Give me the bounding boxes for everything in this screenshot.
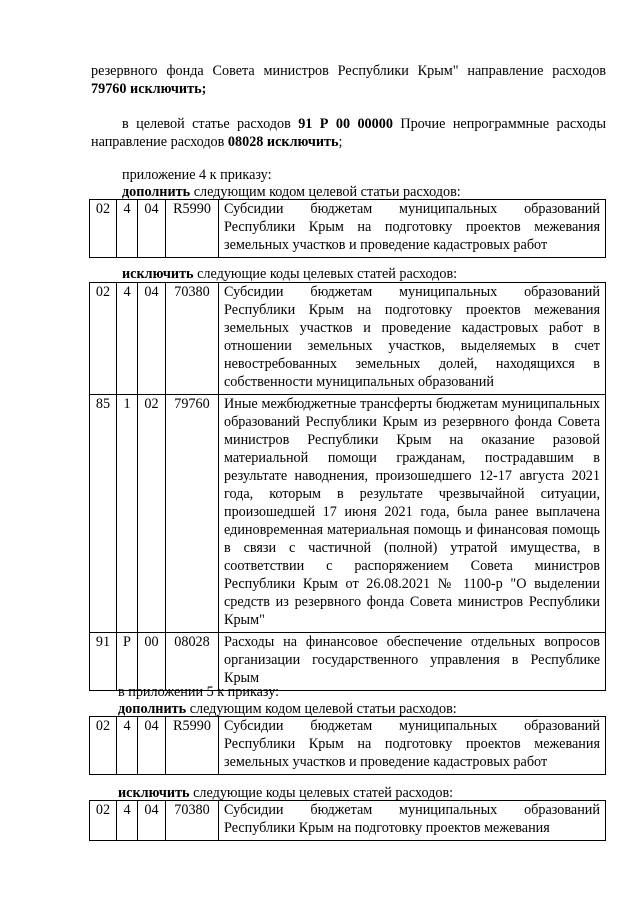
direction-code-cell: 08028: [166, 633, 219, 691]
subprogram-code-cell: 02: [138, 395, 166, 633]
section-code-cell: 91: [90, 633, 117, 691]
subprogram-code-cell: 00: [138, 633, 166, 691]
para2-bold-action: 08028 исключить: [227, 134, 339, 150]
program-code-cell: 4: [117, 801, 138, 841]
description-cell: Субсидии бюджетам муниципальных образований Республики Крым на подготовку проектов межевания земельных участков и проведение кадастровых работ: [219, 200, 606, 258]
direction-code-cell: 70380: [166, 801, 219, 841]
para2-text-1: в целевой статье расходов: [122, 116, 299, 132]
direction-code-cell: R5990: [166, 200, 219, 258]
subprogram-code-cell: 04: [138, 801, 166, 841]
delete-label-rest: следующие коды целевых статей расходов:: [193, 266, 458, 282]
add-keyword: дополнить: [118, 701, 187, 717]
paragraph-target-article: [91, 115, 606, 151]
section-code-cell: 02: [90, 283, 117, 395]
paragraph-top-bold: 79760 исключить;: [91, 81, 207, 97]
paragraph-top-text: резервного фонда Совета министров Республики Крым" направление расходов: [91, 63, 606, 79]
description-cell: Расходы на финансовое обеспечение отдельных вопросов организации государственного управления в Республике Крым: [219, 633, 606, 691]
appendix-4-title: приложение 4 к приказу:: [122, 167, 272, 183]
description-cell: Субсидии бюджетам муниципальных образований Республики Крым на подготовку проектов межевания земельных участков и проведение кадастровых работ: [219, 717, 606, 775]
program-code-cell: Р: [117, 633, 138, 691]
section-code-cell: 02: [90, 200, 117, 258]
direction-code-cell: 79760: [166, 395, 219, 633]
code-row: [90, 283, 606, 395]
program-code-cell: 4: [117, 283, 138, 395]
para2-bold-code: 91 Р 00 00000: [298, 116, 393, 132]
program-code-cell: 4: [117, 200, 138, 258]
para2-text-2: Прочие непрограммные расходы направление расходов: [91, 116, 606, 150]
section-code-cell: 02: [90, 717, 117, 775]
subprogram-code-cell: 04: [138, 717, 166, 775]
appendix-4-delete-table: [89, 282, 606, 691]
description-cell: Субсидии бюджетам муниципальных образований Республики Крым на подготовку проектов межевания земельных участков и проведение кадастровых работ в отношении земельных участков, выделяемых в счет невостребованных земельных долей, находящихся в собственности муниципальных образований: [219, 283, 606, 395]
subprogram-code-cell: 04: [138, 200, 166, 258]
description-cell: Субсидии бюджетам муниципальных образований Республики Крым на подготовку проектов межевания: [219, 801, 606, 841]
direction-code-cell: R5990: [166, 717, 219, 775]
description-cell: Иные межбюджетные трансферты бюджетам муниципальных образований Республики Крым из резервного фонда Совета министров Республики Крым на оказание разовой материальной помощи гражданам, пострадавшим в результате наводнения, произошедшего 12-17 августа 2021 года, которым в результате чрезвычайной ситуации, произошедшей 17 июня 2021 года, была ранее выплачена единовременная материальная помощь и финансовая помощь в связи с частичной (полной) утратой имущества, в соответствии с распоряжением Совета министров Республики Крым от 26.08.2021 № 1100-р "О выделении средств из резервного фонда Совета министров Республики Крым": [219, 395, 606, 633]
subprogram-code-cell: 04: [138, 283, 166, 395]
program-code-cell: 1: [117, 395, 138, 633]
paragraph-top: [91, 62, 606, 98]
code-row: [90, 200, 606, 258]
add-keyword: дополнить: [122, 184, 191, 200]
delete-keyword: исключить: [122, 266, 194, 282]
program-code-cell: 4: [117, 717, 138, 775]
appendix-4-add-table: [89, 199, 606, 258]
appendix-5-delete-table: [89, 800, 606, 841]
add-label-rest: следующим кодом целевой статьи расходов:: [190, 184, 461, 200]
delete-keyword: исключить: [118, 785, 190, 801]
code-row: [90, 395, 606, 633]
direction-code-cell: 70380: [166, 283, 219, 395]
para2-text-3: ;: [338, 134, 343, 150]
add-label-rest: следующим кодом целевой статьи расходов:: [186, 701, 457, 717]
code-row: [90, 717, 606, 775]
section-code-cell: 85: [90, 395, 117, 633]
code-row: [90, 633, 606, 691]
section-code-cell: 02: [90, 801, 117, 841]
appendix-5-title: в приложении 5 к приказу:: [118, 684, 280, 700]
appendix-4-delete-label: [122, 265, 457, 283]
appendix-5-add-table: [89, 716, 606, 775]
code-row: [90, 801, 606, 841]
delete-label-rest: следующие коды целевых статей расходов:: [189, 785, 454, 801]
